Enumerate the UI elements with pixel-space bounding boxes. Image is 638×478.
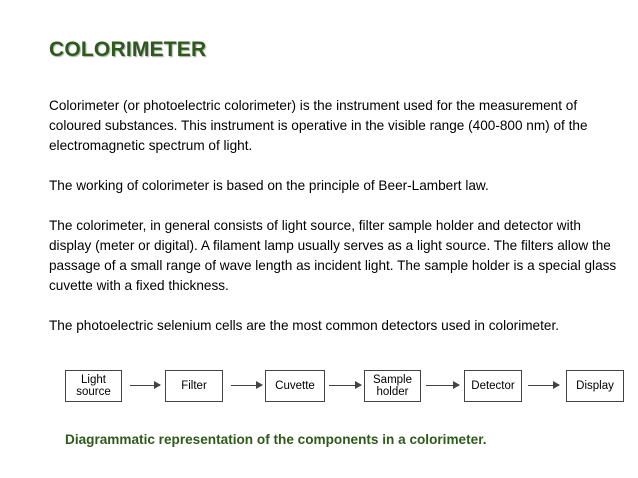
page-title: COLORIMETER bbox=[49, 38, 207, 61]
diagram-box-filter: Filter bbox=[165, 370, 223, 402]
diagram-box-sample-holder: Sample holder bbox=[364, 370, 421, 402]
diagram-arrow bbox=[231, 385, 262, 386]
diagram-caption: Diagrammatic representation of the components in a colorimeter. bbox=[65, 432, 487, 447]
diagram-arrow bbox=[329, 385, 361, 386]
diagram-arrow bbox=[528, 385, 559, 386]
diagram-arrow bbox=[130, 385, 160, 386]
paragraph-principle: The working of colorimeter is based on the principle of Beer-Lambert law. bbox=[49, 178, 489, 193]
diagram-box-display: Display bbox=[566, 370, 624, 402]
diagram-arrow bbox=[426, 385, 459, 386]
diagram-box-light-source: Light source bbox=[65, 370, 122, 402]
diagram-box-detector: Detector bbox=[464, 370, 522, 402]
paragraph-components: The colorimeter, in general consists of light source, filter sample holder and detector with display (meter or digital). A filament lamp usually serves as a light source. The filters allow the passage of a small range of wave length as incident light. The sample holder is a special glass cuvette with a fixed thickness. bbox=[49, 218, 617, 293]
diagram-box-cuvette: Cuvette bbox=[265, 370, 325, 402]
paragraph-detectors: The photoelectric selenium cells are the most common detectors used in colorimeter. bbox=[49, 318, 559, 333]
paragraph-intro: Colorimeter (or photoelectric colorimeter) is the instrument used for the measurement of coloured substances. This instrument is operative in the visible range (400-800 nm) of the electromagnetic spectrum of light. bbox=[49, 98, 588, 153]
body-text bbox=[49, 96, 619, 356]
